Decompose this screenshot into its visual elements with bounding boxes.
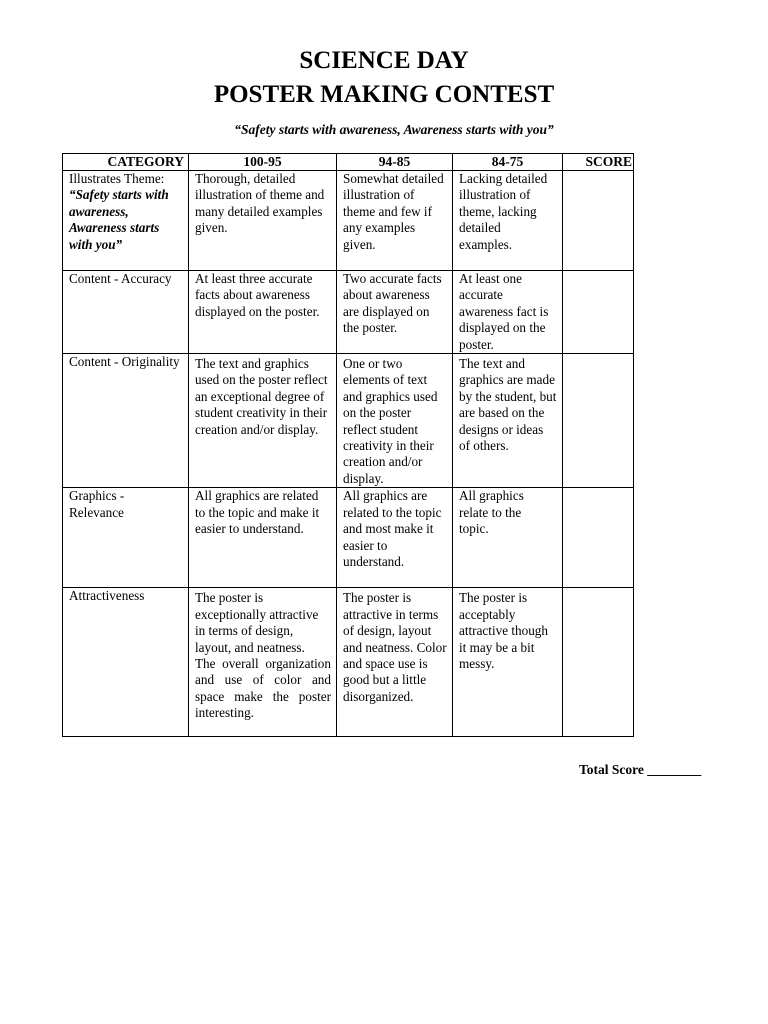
score-cell[interactable] — [563, 488, 634, 588]
total-score-label: Total Score — [579, 762, 644, 777]
table-header-row — [63, 154, 634, 171]
column-header-score: SCORE — [563, 154, 634, 171]
criteria-cell-94-85: All graphics are related to the topic and most make it easier to understand. — [337, 488, 453, 588]
category-theme-text: “Safety starts with awareness, Awareness starts with you” — [69, 187, 169, 252]
criteria-cell-84-75: At least one accurate awareness fact is displayed on the poster. — [453, 271, 563, 354]
table-row — [63, 271, 634, 354]
table-row — [63, 171, 634, 271]
rubric-table — [62, 153, 634, 737]
total-score — [579, 761, 701, 779]
criteria-cell-84-75: The poster is acceptably attractive though it may be a bit messy. — [453, 588, 563, 737]
table-row — [63, 488, 634, 588]
criteria-cell-100-95: Thorough, detailed illustration of theme and many detailed examples given. — [189, 171, 337, 271]
criteria-cell-100-95: At least three accurate facts about awareness displayed on the poster. — [189, 271, 337, 354]
page-subtitle: POSTER MAKING CONTEST — [213, 81, 555, 108]
criteria-cell-94-85: Two accurate facts about awareness are displayed on the poster. — [337, 271, 453, 354]
criteria-cell-84-75: Lacking detailed illustration of theme, lacking detailed examples. — [453, 171, 563, 271]
criteria-cell-100-95: The text and graphics used on the poster reflect an exceptional degree of student creativity in their creation and/or display. — [189, 354, 337, 488]
category-cell — [63, 171, 189, 271]
category-cell: Graphics - Relevance — [63, 488, 189, 588]
category-cell: Attractiveness — [63, 588, 189, 737]
criteria-cell-84-75: All graphics relate to the topic. — [453, 488, 563, 588]
category-cell: Content - Originality — [63, 354, 189, 488]
criteria-text-extra: The overall organization and use of color and space make the poster interesting. — [195, 655, 331, 721]
column-header-94-85: 94-85 — [337, 154, 453, 171]
page-title: SCIENCE DAY — [299, 47, 469, 74]
criteria-cell-94-85: Somewhat detailed illustration of theme and few if any examples given. — [337, 171, 453, 271]
column-header-category: CATEGORY — [63, 154, 189, 171]
score-cell[interactable] — [563, 171, 634, 271]
motto-text: “Safety starts with awareness, Awareness starts with you” — [234, 122, 554, 137]
column-header-84-75: 84-75 — [453, 154, 563, 171]
table-row — [63, 354, 634, 488]
category-label: Illustrates Theme: — [69, 171, 165, 186]
score-cell[interactable] — [563, 588, 634, 737]
column-header-100-95: 100-95 — [189, 154, 337, 171]
criteria-cell-84-75: The text and graphics are made by the student, but are based on the designs or ideas of others. — [453, 354, 563, 488]
table-row — [63, 588, 634, 737]
criteria-cell-100-95 — [189, 588, 337, 737]
category-cell: Content - Accuracy — [63, 271, 189, 354]
score-cell[interactable] — [563, 271, 634, 354]
score-cell[interactable] — [563, 354, 634, 488]
criteria-cell-94-85: One or two elements of text and graphics used on the poster reflect student creativity in their creation and/or display. — [337, 354, 453, 488]
criteria-text: The poster is exceptionally attractive in terms of design, layout, and neatness. — [195, 590, 319, 655]
total-score-blank[interactable]: ________ — [647, 762, 702, 777]
criteria-cell-100-95: All graphics are related to the topic and make it easier to understand. — [189, 488, 337, 588]
criteria-cell-94-85: The poster is attractive in terms of design, layout and neatness. Color and space use is good but a little disorganized. — [337, 588, 453, 737]
